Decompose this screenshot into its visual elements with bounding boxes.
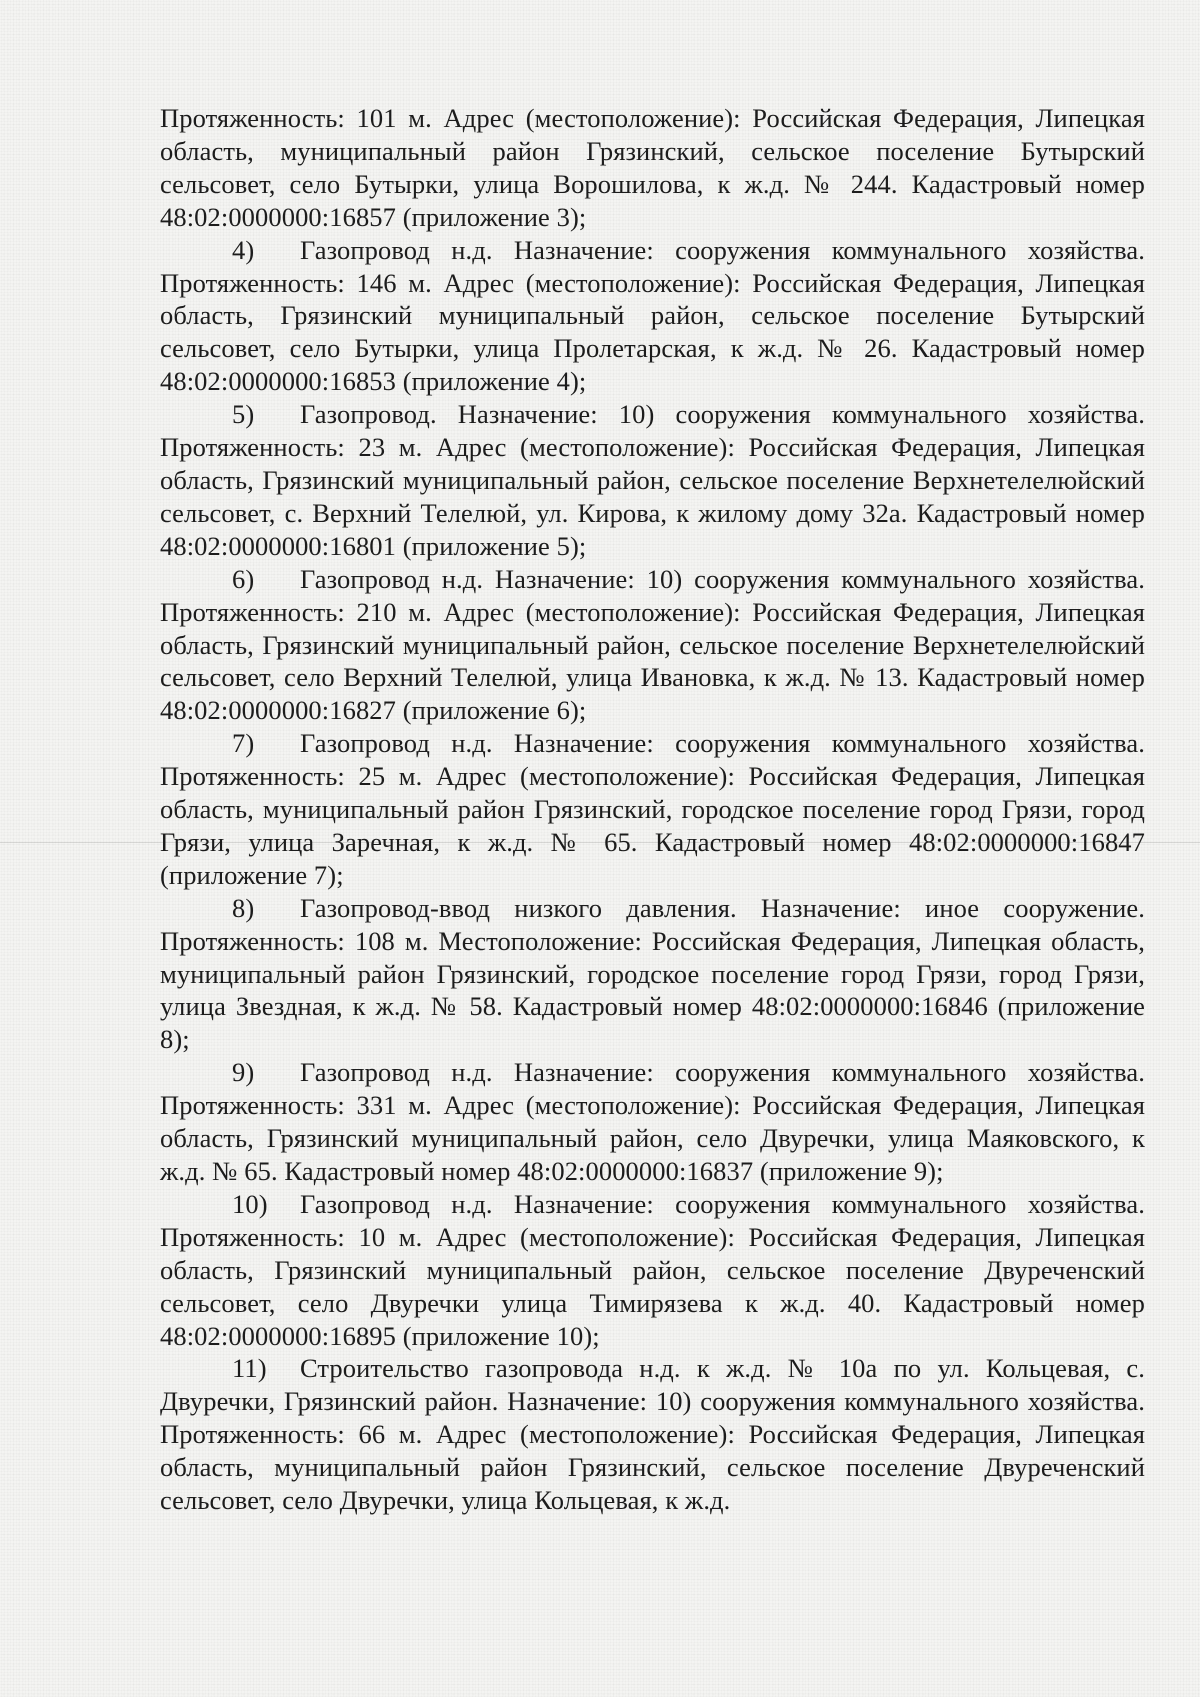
list-item-number: 7) <box>232 728 255 759</box>
paragraph-text: Газопровод. Назначение: 10) сооружения коммунального хозяйства. Протяженность: 23 м. Адрес (местоположение): Российская Федерация, Липецкая область, Грязинский муниципальный район, сельское поселение Верхнетелелюйский сельсовет, с. Верхний Телелюй, ул. Кирова, к жилому дому 32а. Кадастровый номер 48:02:0000000:16801 (приложение 5); <box>160 399 1145 561</box>
paragraph-text: Газопровод н.д. Назначение: сооружения коммунального хозяйства. Протяженность: 10 м. Адрес (местоположение): Российская Федерация, Липецкая область, Грязинский муниципальный район, сельское поселение Двуреченский сельсовет, село Двуречки улица Тимирязева к ж.д. 40. Кадастровый номер 48:02:0000000:16895 (приложение 10); <box>160 1188 1145 1351</box>
paragraph-text: Газопровод н.д. Назначение: сооружения коммунального хозяйства. Протяженность: 146 м. Адрес (местоположение): Российская Федерация, Липецкая область, Грязинский муниципальный район, сельское поселение Бутырский сельсовет, село Бутырки, улица Пролетарская, к ж.д. № 26. Кадастровый номер 48:02:0000000:16853 (приложение 4); <box>160 234 1145 397</box>
list-item-number: 10) <box>232 1188 268 1219</box>
list-item-number: 9) <box>232 1057 255 1088</box>
paragraph-text: Протяженность: 101 м. Адрес (местоположение): Российская Федерация, Липецкая область, муниципальный район Грязинский, сельское поселение Бутырский сельсовет, село Бутырки, улица Ворошилова, к ж.д. № 244. Кадастровый номер 48:02:0000000:16857 (приложение 3); <box>160 103 1145 232</box>
paragraph-continued <box>160 102 1145 234</box>
list-item-8 <box>160 892 1145 1057</box>
list-item-4 <box>160 234 1145 399</box>
document-body <box>160 102 1145 1517</box>
list-item-11 <box>160 1352 1145 1517</box>
list-item-6 <box>160 563 1145 728</box>
paragraph-text: Газопровод-ввод низкого давления. Назначение: иное сооружение. Протяженность: 108 м. Местоположение: Российская Федерация, Липецкая область, муниципальный район Грязинский, городское поселение город Грязи, город Грязи, улица Звездная, к ж.д. № 58. Кадастровый номер 48:02:0000000:16846 (приложение 8); <box>160 892 1145 1055</box>
list-item-number: 6) <box>232 563 255 594</box>
list-item-7 <box>160 727 1145 892</box>
paragraph-text: Газопровод н.д. Назначение: сооружения коммунального хозяйства. Протяженность: 331 м. Адрес (местоположение): Российская Федерация, Липецкая область, Грязинский муниципальный район, село Двуречки, улица Маяковского, к ж.д. № 65. Кадастровый номер 48:02:0000000:16837 (приложение 9); <box>160 1057 1145 1186</box>
paragraph-text: Газопровод н.д. Назначение: сооружения коммунального хозяйства. Протяженность: 25 м. Адрес (местоположение): Российская Федерация, Липецкая область, муниципальный район Грязинский, городское поселение город Грязи, город Грязи, улица Заречная, к ж.д. № 65. Кадастровый номер 48:02:0000000:16847 (приложение 7); <box>160 728 1145 890</box>
list-item-5 <box>160 398 1145 563</box>
list-item-9 <box>160 1056 1145 1188</box>
list-item-number: 5) <box>232 399 255 430</box>
paragraph-text: Строительство газопровода н.д. к ж.д. № 10а по ул. Кольцевая, с. Двуречки, Грязинский район. Назначение: 10) сооружения коммунального хозяйства. Протяженность: 66 м. Адрес (местоположение): Российская Федерация, Липецкая область, муниципальный район Грязинский, сельское поселение Двуреченский сельсовет, село Двуречки, улица Кольцевая, к ж.д. <box>160 1353 1145 1516</box>
list-item-number: 8) <box>232 892 255 923</box>
list-item-number: 11) <box>232 1353 267 1384</box>
list-item-10 <box>160 1188 1145 1353</box>
list-item-number: 4) <box>232 234 255 265</box>
paragraph-text: Газопровод н.д. Назначение: 10) сооружения коммунального хозяйства. Протяженность: 210 м. Адрес (местоположение): Российская Федерация, Липецкая область, Грязинский муниципальный район, сельское поселение Верхнетелелюйский сельсовет, село Верхний Телелюй, улица Ивановка, к ж.д. № 13. Кадастровый номер 48:02:0000000:16827 (приложение 6); <box>160 563 1145 726</box>
